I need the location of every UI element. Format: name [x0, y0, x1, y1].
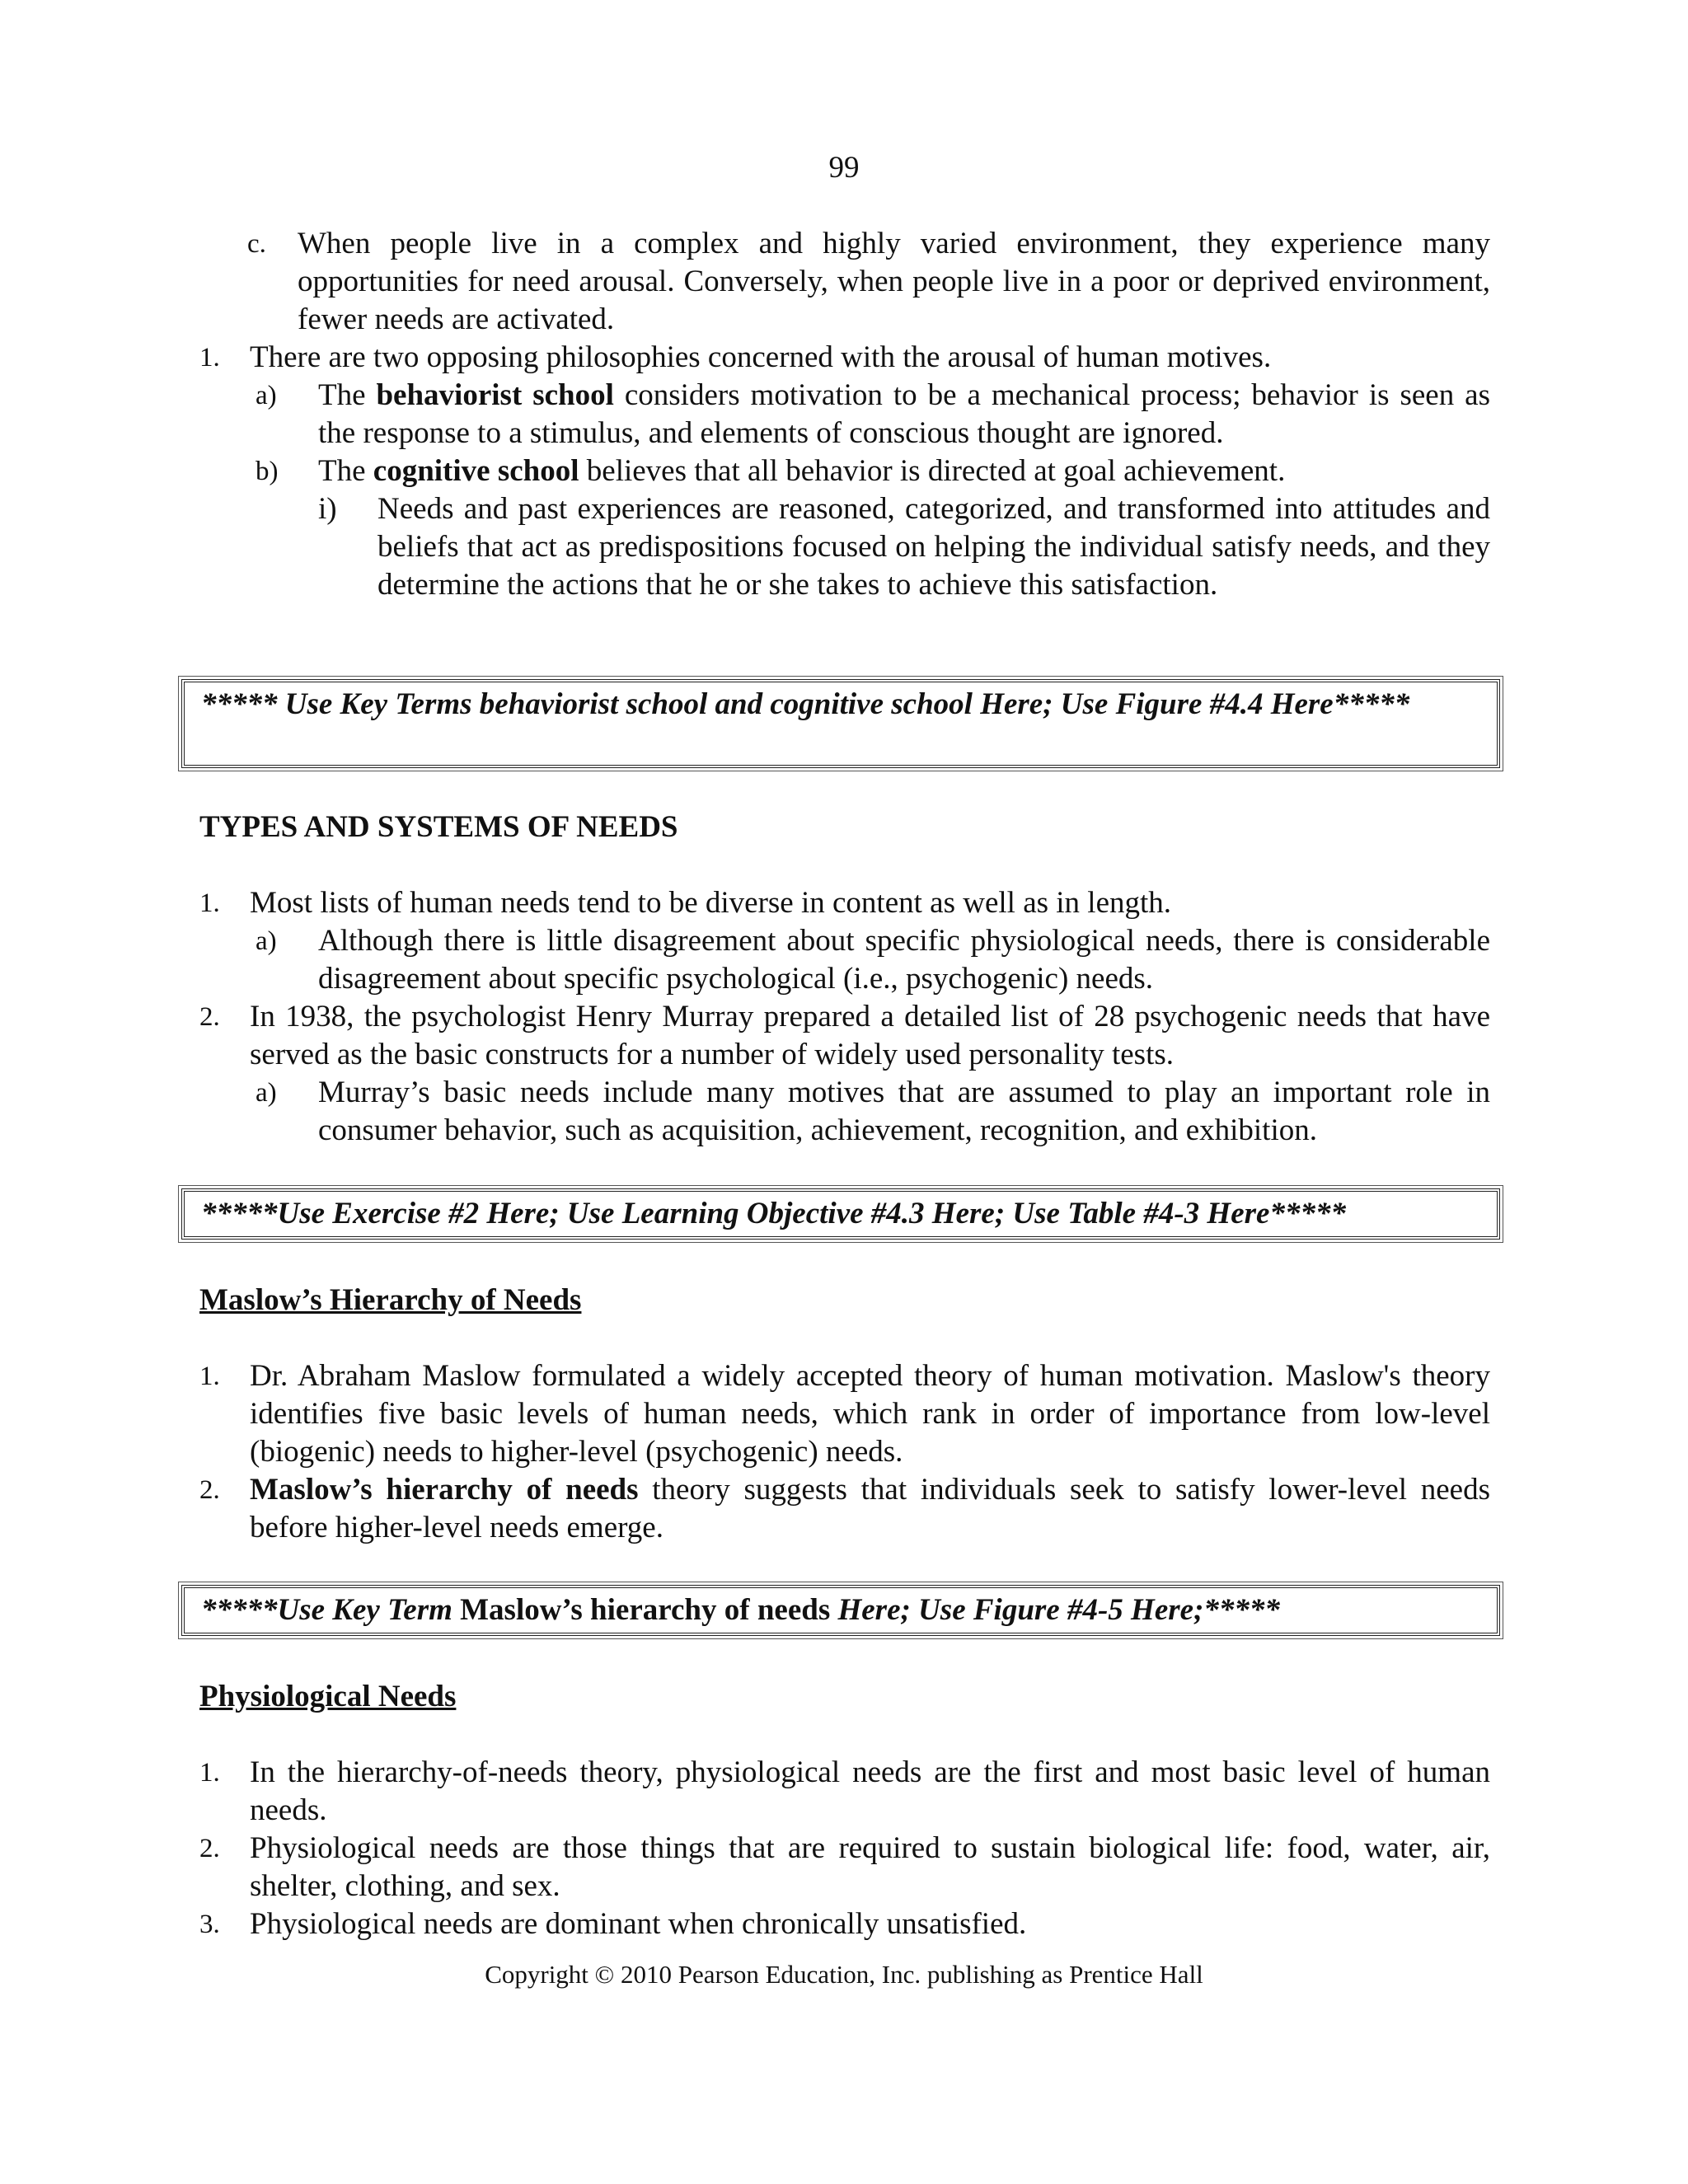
key-term-behaviorist-school: behaviorist school — [376, 378, 614, 412]
list-text: Although there is little disagreement about specific physiological needs, there is considerable disagreement about specific psychological (i.e., psychogenic) needs. — [318, 924, 1490, 996]
list-item-a — [256, 377, 1490, 452]
text-run: The — [318, 378, 377, 412]
list-item-2 — [199, 998, 1490, 1074]
list-marker: c. — [247, 229, 266, 259]
page-number: 99 — [828, 151, 860, 185]
list-item-1 — [199, 1357, 1490, 1472]
text-run: believes that all behavior is directed at goal achievement. — [579, 454, 1286, 488]
list-marker: 1. — [199, 888, 220, 918]
list-item-b — [256, 452, 1490, 490]
list-marker: 3. — [199, 1910, 220, 1939]
list-item-c — [247, 225, 1490, 340]
key-term-maslows-hierarchy: Maslow’s hierarchy of needs — [460, 1593, 831, 1627]
list-item-1 — [199, 339, 1490, 377]
list-marker: b) — [256, 457, 279, 486]
list-item-1 — [199, 884, 1490, 922]
list-text — [318, 377, 1490, 452]
text-run: *****Use Key Term — [201, 1593, 461, 1627]
key-term-cognitive-school: cognitive school — [373, 454, 579, 488]
section-heading: TYPES AND SYSTEMS OF NEEDS — [199, 810, 678, 844]
list-marker: a) — [256, 926, 277, 956]
instructor-note-box — [181, 1585, 1500, 1636]
list-item-2 — [199, 1830, 1490, 1905]
text-run: Here; Use Figure #4-5 Here;***** — [830, 1593, 1280, 1627]
text-run: theory suggests that individuals seek to satisfy lower-level needs before higher-level needs emerge. — [250, 1473, 1490, 1545]
key-term-maslows-hierarchy: Maslow’s hierarchy of needs — [250, 1473, 639, 1507]
list-marker: 1. — [199, 343, 220, 373]
list-marker: 2. — [199, 1475, 220, 1505]
list-text: Most lists of human needs tend to be diverse in content as well as in length. — [250, 886, 1172, 920]
list-marker: a) — [256, 381, 277, 410]
list-marker: 1. — [199, 1361, 220, 1391]
subsection-heading: Physiological Needs — [199, 1680, 457, 1713]
list-text: Murray’s basic needs include many motives that are assumed to play an important role in consumer behavior, such as acquisition, achievement, recognition, and exhibition. — [318, 1076, 1490, 1148]
list-text: Physiological needs are dominant when chronically unsatisfied. — [250, 1907, 1027, 1941]
list-item-2 — [199, 1471, 1490, 1547]
list-text — [318, 452, 1490, 490]
list-text: In the hierarchy-of-needs theory, physiological needs are the first and most basic level of human needs. — [250, 1755, 1490, 1828]
text-run: considers motivation to be a mechanical process; behavior is seen as the response to a stimulus, and elements of conscious thought are ignored. — [318, 378, 1490, 451]
list-text — [250, 1471, 1490, 1547]
list-marker: a) — [256, 1078, 277, 1108]
list-marker: 2. — [199, 1834, 220, 1863]
list-item-i — [318, 490, 1490, 605]
list-marker: 2. — [199, 1002, 220, 1032]
list-text: Dr. Abraham Maslow formulated a widely accepted theory of human motivation. Maslow's theory identifies five basic levels of human needs, which rank in order of importance from low-level (biogenic) needs to higher-level (psychogenic) needs. — [250, 1359, 1490, 1469]
list-text: In 1938, the psychologist Henry Murray prepared a detailed list of 28 psychogenic needs that have served as the basic constructs for a number of widely used personality tests. — [250, 1000, 1490, 1072]
list-item-3 — [199, 1905, 1490, 1943]
list-marker: 1. — [199, 1758, 220, 1788]
subsection-heading: Maslow’s Hierarchy of Needs — [199, 1283, 582, 1317]
instructor-note-box: *****Use Exercise #2 Here; Use Learning Objective #4.3 Here; Use Table #4-3 Here***** — [181, 1188, 1500, 1240]
text-run: The — [318, 454, 373, 488]
list-text: When people live in a complex and highly varied environment, they experience many opportunities for need arousal. Conversely, when people live in a poor or deprived environment, fewer needs are activated. — [298, 227, 1490, 337]
list-text: Physiological needs are those things that are required to sustain biological life: food, water, air, shelter, clothing, and sex. — [250, 1831, 1490, 1904]
copyright-footer: Copyright © 2010 Pearson Education, Inc. publishing as Prentice Hall — [485, 1960, 1203, 1989]
list-item-1 — [199, 1754, 1490, 1830]
list-text: There are two opposing philosophies concerned with the arousal of human motives. — [250, 340, 1272, 374]
list-item-a — [256, 922, 1490, 998]
instructor-note-box: ***** Use Key Terms behaviorist school and cognitive school Here; Use Figure #4.4 Here***** — [181, 679, 1500, 768]
list-text: Needs and past experiences are reasoned, categorized, and transformed into attitudes and beliefs that act as predispositions focused on helping the individual satisfy needs, and they determine the actions that he or she takes to achieve this satisfaction. — [377, 492, 1490, 602]
list-item-a — [256, 1074, 1490, 1150]
list-marker: i) — [318, 492, 337, 526]
